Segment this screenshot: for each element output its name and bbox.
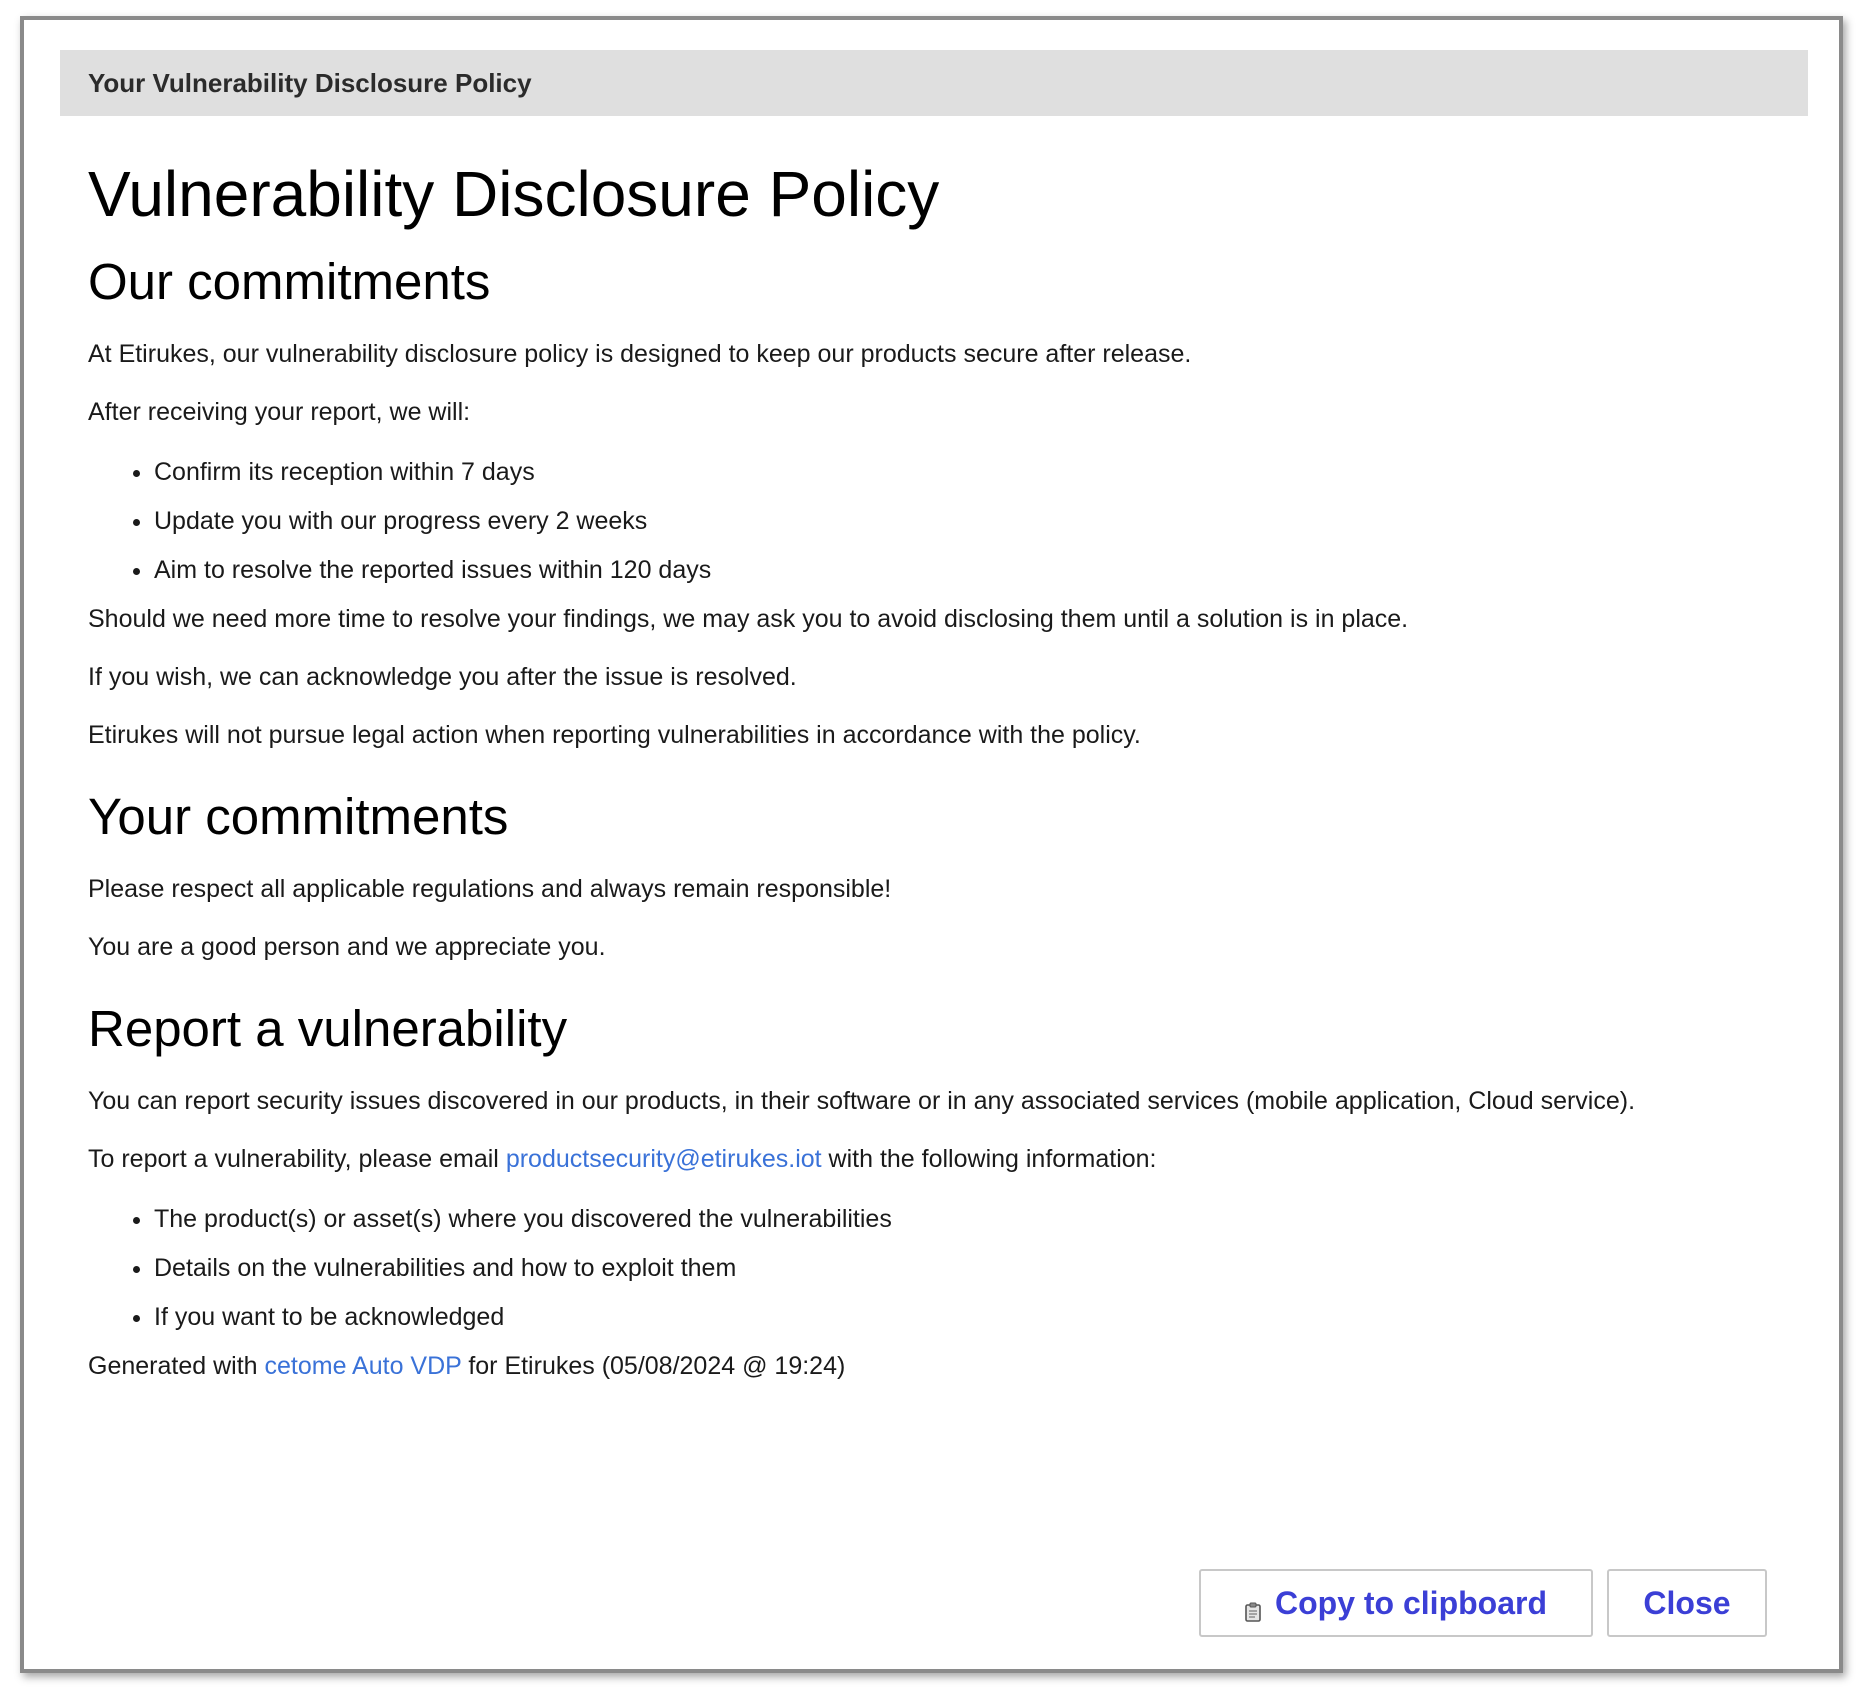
report-heading: Report a vulnerability [88, 1000, 568, 1057]
list-item: • The product(s) or asset(s) where you discovered the vulnerabilities [154, 1203, 1808, 1235]
generated-footer [88, 1350, 1808, 1382]
respect-text: Please respect all applicable regulations and always remain responsible! [88, 875, 892, 903]
dialog-header [60, 50, 1808, 116]
policy-title: Vulnerability Disclosure Policy [88, 158, 940, 230]
our-commitments-intro: At Etirukes, our vulnerability disclosure policy is designed to keep our products secure after release. [88, 340, 1192, 368]
copy-button-label: Copy to clipboard [1275, 1584, 1547, 1621]
email-suffix: with the following information: [821, 1145, 1157, 1173]
our-commitments-heading: Our commitments [88, 253, 491, 310]
list-item: • Update you with our progress every 2 weeks [154, 505, 1808, 537]
your-commitments-heading: Your commitments [88, 788, 509, 845]
vdp-dialog [20, 16, 1843, 1673]
footer-suffix: for Etirukes (05/08/2024 @ 19:24) [461, 1352, 846, 1380]
list-item: • Details on the vulnerabilities and how to exploit them [154, 1252, 1808, 1284]
dialog-buttons [1199, 1569, 1767, 1637]
email-prefix: To report a vulnerability, please email [88, 1145, 506, 1173]
clipboard-icon [1245, 1593, 1261, 1613]
good-person-text: You are a good person and we appreciate you. [88, 933, 606, 961]
report-scope-text: You can report security issues discovered in our products, in their software or in any associated services (mobile application, Cloud service). [88, 1087, 1636, 1115]
acknowledge-text: If you wish, we can acknowledge you after the issue is resolved. [88, 663, 797, 691]
legal-text: Etirukes will not pursue legal action when reporting vulnerabilities in accordance with the policy. [88, 721, 1141, 749]
report-info-list [88, 1203, 1808, 1333]
list-item: • Confirm its reception within 7 days [154, 456, 1808, 488]
copy-to-clipboard-button[interactable] [1199, 1569, 1593, 1637]
footer-prefix: Generated with [88, 1352, 265, 1380]
our-commitments-list [88, 456, 1808, 586]
list-item: • If you want to be acknowledged [154, 1301, 1808, 1333]
email-link[interactable]: productsecurity@etirukes.iot [505, 1145, 822, 1173]
after-report-text: After receiving your report, we will: [88, 398, 471, 426]
cetome-link[interactable]: cetome Auto VDP [264, 1352, 462, 1380]
close-button[interactable]: Close [1607, 1569, 1767, 1637]
policy-content [88, 128, 1808, 1382]
dialog-header-title: Your Vulnerability Disclosure Policy [88, 67, 532, 98]
report-email-text [88, 1143, 1808, 1175]
list-item: • Aim to resolve the reported issues within 120 days [154, 554, 1808, 586]
more-time-text: Should we need more time to resolve your findings, we may ask you to avoid disclosing them until a solution is in place. [88, 605, 1409, 633]
